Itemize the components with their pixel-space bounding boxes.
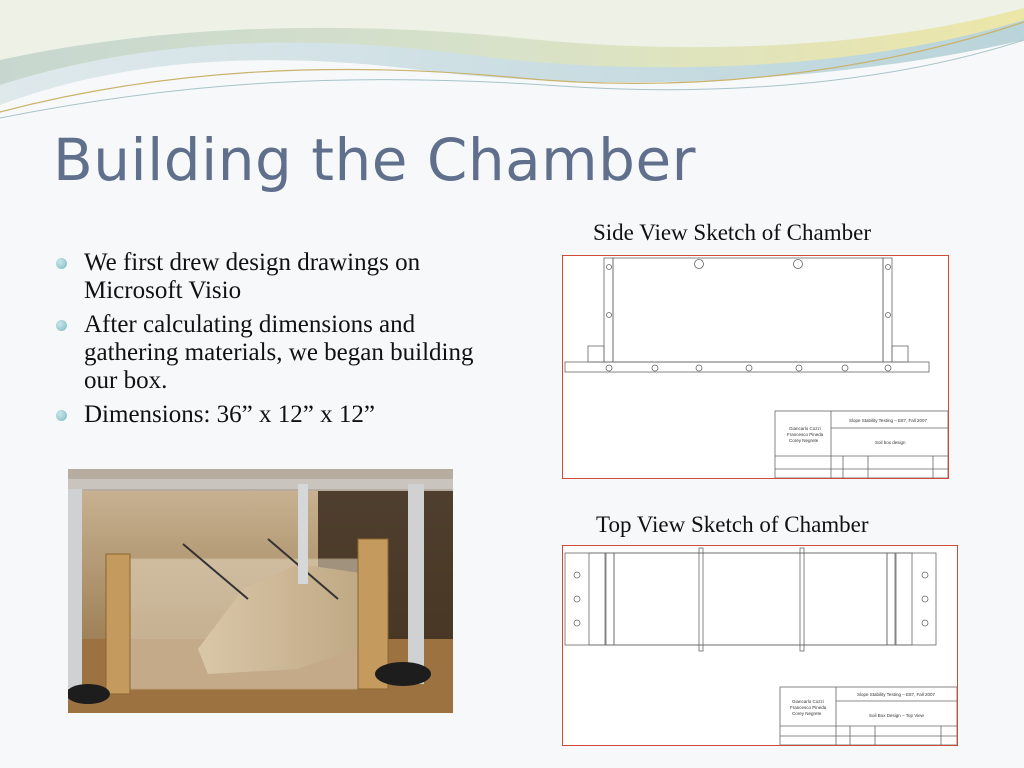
bullet-text: Dimensions: 36” x 12” x 12” <box>84 401 375 428</box>
slide-title: Building the Chamber <box>53 126 696 194</box>
bullet-list <box>55 249 475 435</box>
tb-project: Slope Stability Testing – E87, Fall 2007 <box>857 692 935 697</box>
chamber-photo <box>68 469 453 713</box>
tb-project: Slope Stability Testing – E87, Fall 2007 <box>849 418 927 423</box>
bullet-icon <box>56 410 67 421</box>
tb-name-2: Francesco Pineda <box>790 705 827 710</box>
tb-name-1: Giancarlo Cozzi <box>792 699 824 704</box>
bullet-text: After calculating dimensions and gathering materials, we began building our box. <box>84 311 474 394</box>
bullet-text: We first drew design drawings on Microsoft Visio <box>84 249 421 304</box>
tb-name-1: Giancarlo Cozzi <box>789 426 821 431</box>
side-view-sketch <box>562 255 949 479</box>
bullet-item <box>55 311 475 395</box>
top-view-sketch <box>562 545 958 746</box>
bullet-icon <box>56 258 67 269</box>
tb-drawing: Soil Box Design – Top View <box>869 713 924 718</box>
side-view-caption: Side View Sketch of Chamber <box>593 220 871 245</box>
tb-name-3: Corey Negrete <box>789 438 819 443</box>
bullet-icon <box>56 320 67 331</box>
bullet-item <box>55 401 475 429</box>
tb-name-2: Francesco Pineda <box>787 432 824 437</box>
top-view-caption: Top View Sketch of Chamber <box>596 512 869 537</box>
header-wave-decoration <box>0 0 1024 130</box>
tb-name-3: Corey Negrete <box>792 711 822 716</box>
tb-drawing: Soil box design <box>875 440 906 445</box>
bullet-item <box>55 249 475 305</box>
